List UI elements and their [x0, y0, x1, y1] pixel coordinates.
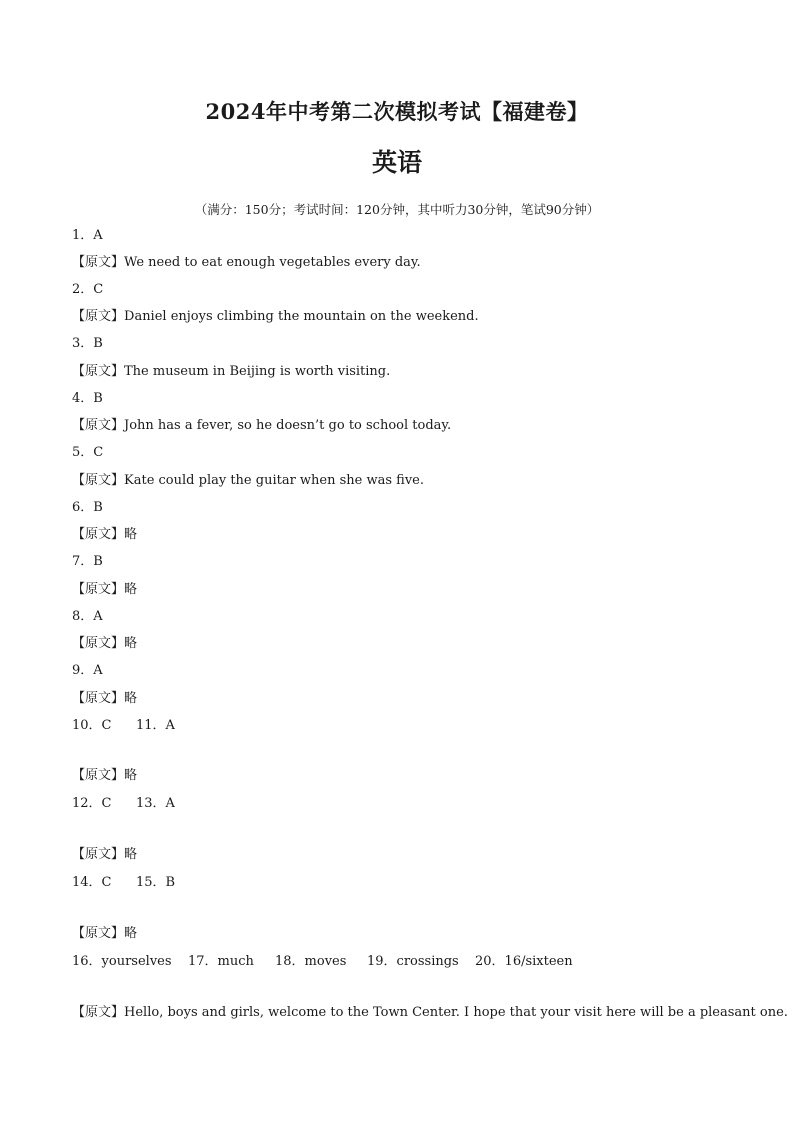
original-tag: 【原文】	[72, 691, 125, 706]
original-tag: 【原文】	[72, 309, 125, 324]
answer-label: 17．much	[188, 954, 254, 969]
original-text-line	[72, 1005, 788, 1021]
original-text-line	[72, 473, 424, 489]
original-text: 略	[124, 691, 138, 706]
answer-group	[72, 875, 175, 891]
answer-label: 7．B	[72, 554, 103, 569]
answer-label: 9．A	[72, 663, 103, 678]
original-tag: 【原文】	[72, 473, 125, 488]
original-text-line	[72, 309, 479, 325]
original-text: 略	[124, 768, 138, 783]
answer-label: 11．A	[136, 718, 175, 733]
exam-info: （满分：150分；考试时间：120分钟，其中听力30分钟，笔试90分钟）	[194, 202, 600, 217]
answer-group	[72, 796, 175, 812]
original-text-line	[72, 768, 137, 784]
original-tag: 【原文】	[72, 418, 125, 433]
original-text-line	[72, 527, 137, 543]
answer-label: 1．A	[72, 228, 103, 243]
original-text: John has a fever, so he doesn’t go to school today.	[124, 418, 452, 433]
original-text: 略	[124, 527, 138, 542]
original-tag: 【原文】	[72, 926, 125, 941]
answer-label: 19．crossings	[367, 954, 459, 969]
original-text: The museum in Beijing is worth visiting.	[124, 364, 391, 379]
original-text: 略	[124, 582, 138, 597]
original-text-line	[72, 926, 137, 942]
original-text: Hello, boys and girls, welcome to the Town Center. I hope that your visit here will be a pleasant one.	[124, 1005, 788, 1020]
original-tag: 【原文】	[72, 768, 125, 783]
original-tag: 【原文】	[72, 636, 125, 651]
answer-label: 6．B	[72, 500, 103, 515]
original-text-line	[72, 582, 137, 598]
original-tag: 【原文】	[72, 847, 125, 862]
original-text-line	[72, 364, 390, 380]
original-text: 略	[124, 926, 138, 941]
original-text-line	[72, 691, 137, 707]
answer-group	[72, 718, 175, 734]
answer-label: 5．C	[72, 445, 104, 460]
original-text: 略	[124, 636, 138, 651]
original-tag: 【原文】	[72, 1005, 125, 1020]
exam-title: 2024年中考第二次模拟考试【福建卷】	[205, 99, 589, 124]
original-tag: 【原文】	[72, 364, 125, 379]
answer-label: 18．moves	[275, 954, 347, 969]
original-tag: 【原文】	[72, 527, 125, 542]
answer-label: 15．B	[136, 875, 176, 890]
original-text-line	[72, 418, 451, 434]
original-tag: 【原文】	[72, 255, 125, 270]
answer-label: 3．B	[72, 336, 103, 351]
answer-group	[72, 954, 573, 970]
original-text-line	[72, 255, 421, 271]
answer-label: 12．C	[72, 796, 112, 811]
answer-label: 10．C	[72, 718, 112, 733]
original-text: Kate could play the guitar when she was five.	[124, 473, 425, 488]
answer-label: 8．A	[72, 609, 103, 624]
answer-label: 13．A	[136, 796, 175, 811]
original-text-line	[72, 847, 137, 863]
original-text-line	[72, 636, 137, 652]
original-text: 略	[124, 847, 138, 862]
original-text: Daniel enjoys climbing the mountain on the weekend.	[124, 309, 479, 324]
answer-label: 20．16/sixteen	[475, 954, 573, 969]
answer-label: 14．C	[72, 875, 112, 890]
original-tag: 【原文】	[72, 582, 125, 597]
answer-label: 16．yourselves	[72, 954, 172, 969]
answer-label: 4．B	[72, 391, 103, 406]
answer-label: 2．C	[72, 282, 104, 297]
subject-title: 英语	[371, 148, 422, 177]
original-text: We need to eat enough vegetables every day.	[124, 255, 421, 270]
